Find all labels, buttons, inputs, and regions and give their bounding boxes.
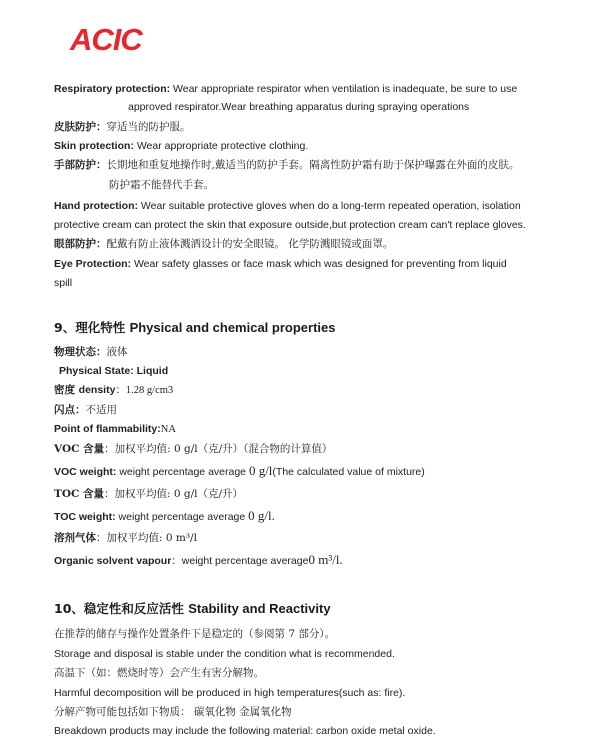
- voc-weight-line: [54, 464, 425, 479]
- hand-protection-cn-line2: 防护霜不能替代手套。: [109, 179, 214, 191]
- hand-text: Wear suitable protective gloves when do a long-term repeated operation, isolation: [138, 200, 521, 212]
- hand-label: Hand protection:: [54, 200, 138, 212]
- eye-cn-text: 配戴有防止液体溅洒设计的安全眼镜。 化学防溅眼镜或面罩。: [106, 238, 394, 250]
- toc-weight-line: [54, 509, 275, 524]
- flammability-label: Point of flammability:: [54, 423, 161, 435]
- voc-weight-value: 0 g/l: [248, 463, 273, 478]
- eye-label: Eye Protection:: [54, 258, 132, 270]
- flash-point-cn: [54, 403, 117, 417]
- hand-protection-en-line1: [54, 199, 521, 213]
- eye-protection-en-line1: [54, 257, 507, 271]
- physical-state-cn-label: 物理状态：: [54, 346, 107, 358]
- respiratory-protection-line1: [54, 82, 517, 96]
- organic-solvent-label: Organic solvent vapour: [54, 555, 172, 567]
- voc-weight-label: VOC weight:: [54, 466, 117, 478]
- voc-cn-label: VOC 含量: [54, 443, 105, 455]
- voc-cn-text: ：加权平均值: 0 g/l（克/升）（混合物的计算值）: [104, 443, 333, 455]
- density-line: [54, 383, 173, 398]
- hand-cn-text: 长期地和重复地操作时,戴适当的防护手套。隔离性防护霜有助于保护曝露在外面的皮肤。: [106, 159, 520, 171]
- voc-content-cn: [54, 442, 332, 456]
- toc-cn-label: TOC 含量: [54, 488, 104, 500]
- toc-weight-label: TOC weight:: [54, 511, 116, 523]
- flash-point-cn-label: 闪点：: [54, 404, 86, 416]
- flash-point-cn-value: 不适用: [85, 404, 117, 416]
- toc-weight-text: weight percentage average: [115, 511, 249, 523]
- stability-en-line2: Harmful decomposition will be produced in high temperatures(such as: fire).: [54, 687, 406, 699]
- respiratory-protection-line2: approved respirator.Wear breathing apparatus during spraying operations: [128, 101, 470, 113]
- stability-cn-line2: 高温下（如：燃烧时等）会产生有害分解物。: [54, 667, 264, 679]
- density-value: 1.28 g/cm3: [125, 385, 174, 396]
- physical-state-cn-value: 液体: [106, 346, 128, 358]
- solvent-cn-label: 溶剂气体: [54, 532, 96, 544]
- skin-cn-text: 穿适当的防护服。: [106, 121, 191, 133]
- section-9-heading: [54, 318, 335, 336]
- organic-solvent-value: 0 m³/l.: [308, 552, 343, 567]
- logo-text: ACIC: [70, 22, 142, 54]
- stability-en-line1: Storage and disposal is stable under the condition what is recommended.: [54, 648, 395, 660]
- hand-cn-label: 手部防护：: [54, 159, 107, 171]
- physical-state-en: Physical State: Liquid: [59, 365, 169, 377]
- eye-protection-cn: [54, 237, 393, 251]
- toc-weight-value: 0 g/l.: [248, 508, 275, 523]
- section-10-heading-cn: 10、稳定性和反应活性: [54, 601, 189, 616]
- section-9-heading-cn: 9、理化特性: [54, 320, 130, 335]
- eye-protection-en-line2: spill: [54, 277, 73, 289]
- stability-cn-line3: 分解产物可能包括如下物质： 碳氧化物 金属氧化物: [54, 706, 292, 718]
- section-9-heading-en: Physical and chemical properties: [129, 320, 336, 335]
- voc-weight-tail: (The calculated value of mixture): [272, 466, 425, 478]
- organic-solvent-line: [54, 553, 343, 568]
- section-10-heading-en: Stability and Reactivity: [188, 601, 331, 616]
- voc-weight-text: weight percentage average: [116, 466, 249, 478]
- skin-text: Wear appropriate protective clothing.: [133, 140, 309, 152]
- eye-text: Wear safety glasses or face mask which was designed for preventing from liquid: [131, 258, 507, 270]
- hand-protection-cn-line1: [54, 158, 519, 172]
- density-colon: ：: [115, 384, 126, 396]
- acic-logo: [68, 22, 160, 54]
- physical-state-cn: [54, 345, 128, 359]
- toc-content-cn: [54, 487, 243, 501]
- solvent-cn-text: ：加权平均值: 0 m³/l: [96, 532, 197, 544]
- section-10-heading: [54, 599, 331, 617]
- skin-label: Skin protection:: [54, 140, 134, 152]
- flammability-value: NA: [160, 424, 176, 435]
- skin-protection-en: [54, 139, 308, 153]
- stability-en-line3: Breakdown products may include the following material: carbon oxide metal oxide.: [54, 725, 436, 737]
- respiratory-label: Respiratory protection:: [54, 83, 171, 95]
- flammability-line: [54, 422, 176, 437]
- skin-cn-label: 皮肤防护：: [54, 121, 107, 133]
- organic-solvent-text: ：weight percentage average: [171, 555, 309, 567]
- respiratory-text: Wear appropriate respirator when ventilation is inadequate, be sure to use: [170, 83, 518, 95]
- stability-cn-line1: 在推荐的储存与操作处置条件下是稳定的（参阅第 7 部分）。: [54, 628, 336, 640]
- solvent-gas-cn: [54, 531, 197, 545]
- hand-protection-en-line2: protective cream can protect the skin that exposure outside,but protection cream can't replace gloves.: [54, 219, 526, 231]
- eye-cn-label: 眼部防护：: [54, 238, 107, 250]
- skin-protection-cn: [54, 120, 191, 134]
- toc-cn-text: ：加权平均值: 0 g/l（克/升）: [103, 488, 244, 500]
- density-label: density: [78, 384, 116, 396]
- density-cn-label: 密度: [54, 384, 79, 396]
